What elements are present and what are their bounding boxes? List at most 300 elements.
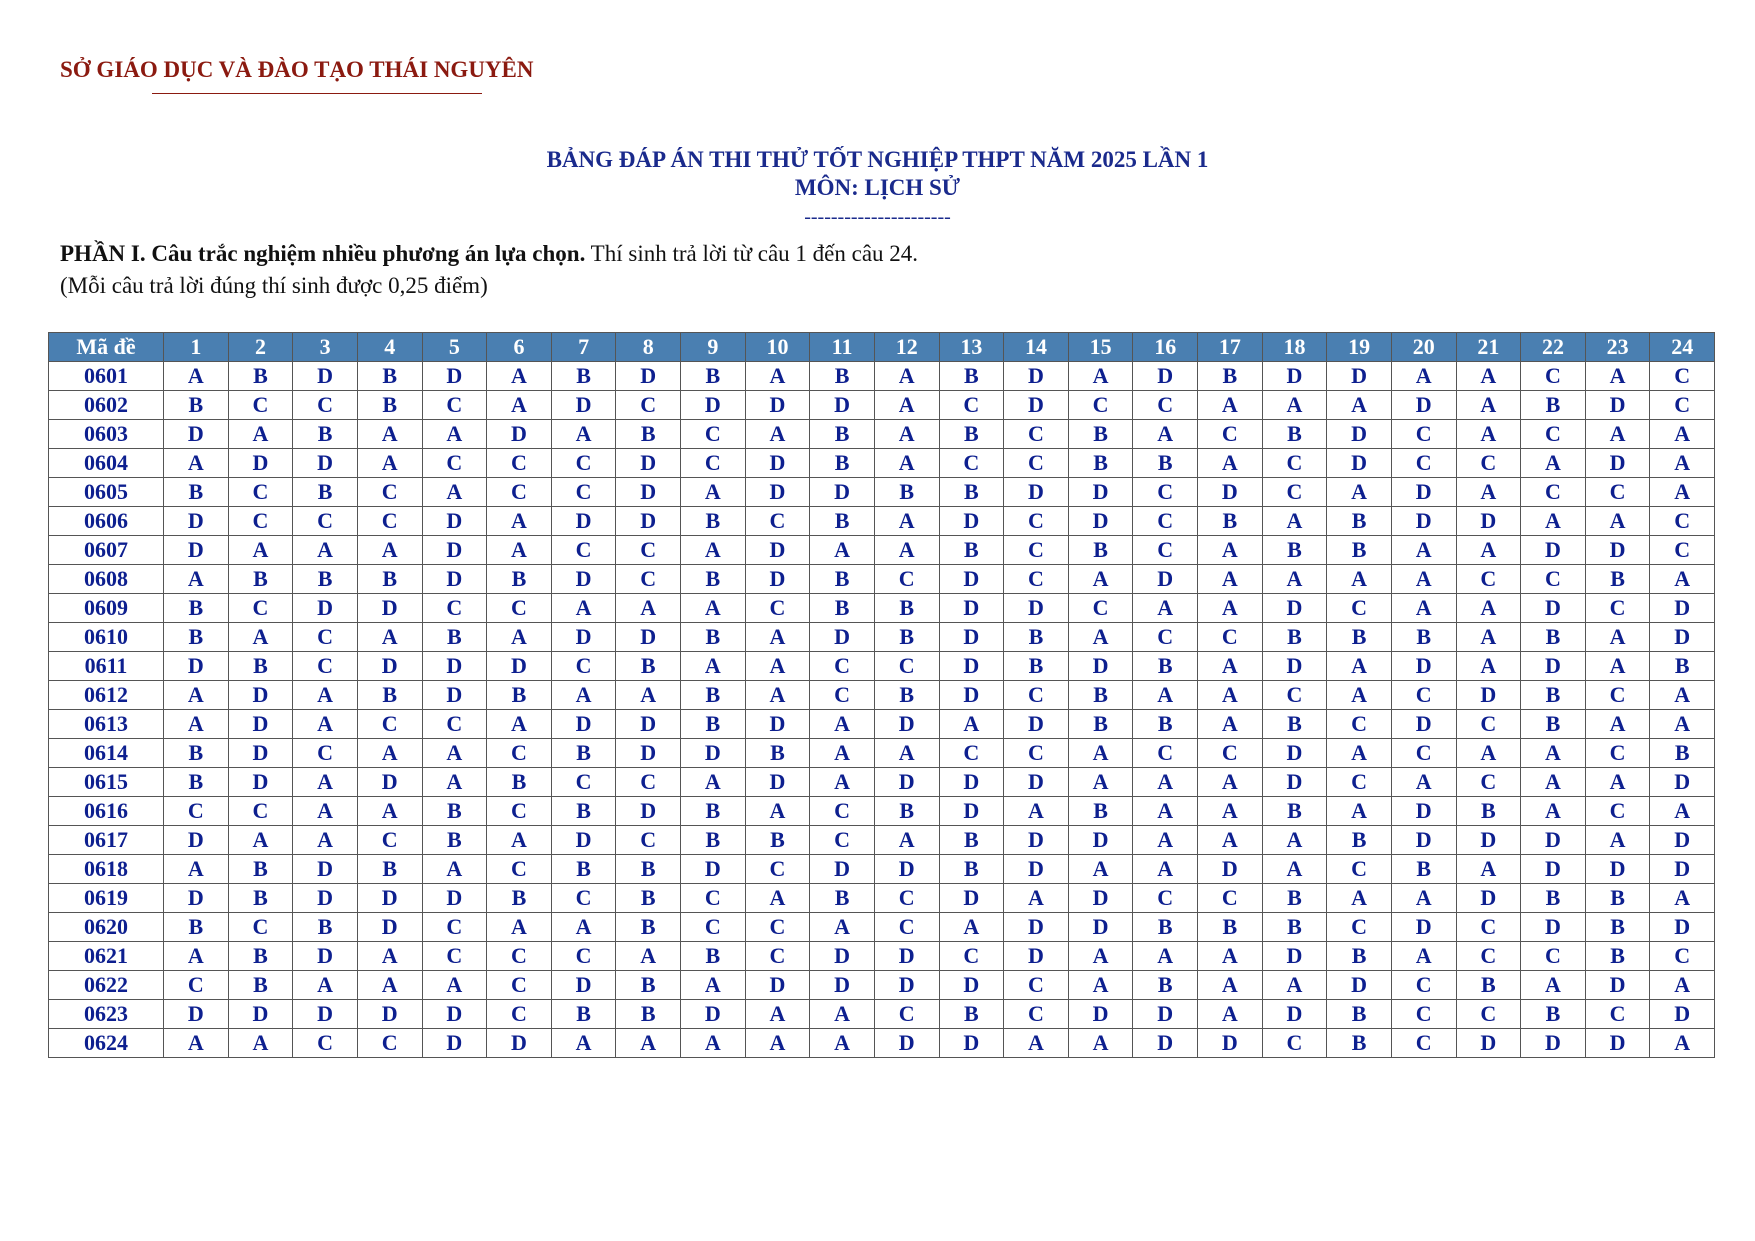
table-body	[49, 362, 1715, 1058]
answer-cell: C	[1521, 942, 1586, 971]
answer-cell: D	[681, 739, 746, 768]
answer-cell: C	[745, 594, 810, 623]
answer-cell: C	[551, 942, 616, 971]
answer-cell: D	[745, 478, 810, 507]
answer-cell: B	[293, 565, 358, 594]
answer-cell: B	[164, 913, 229, 942]
answer-cell: B	[1391, 855, 1456, 884]
answer-cell: B	[1133, 652, 1198, 681]
answer-cell: C	[1391, 1029, 1456, 1058]
answer-cell: C	[1133, 507, 1198, 536]
answer-cell: B	[810, 362, 875, 391]
answer-cell: B	[1456, 797, 1521, 826]
table-row	[49, 884, 1715, 913]
answer-cell: C	[551, 449, 616, 478]
table-row	[49, 565, 1715, 594]
answer-cell: A	[939, 913, 1004, 942]
answer-cell: C	[487, 855, 552, 884]
answer-cell: B	[164, 768, 229, 797]
answer-cell: A	[164, 710, 229, 739]
answer-cell: B	[1585, 565, 1650, 594]
answer-cell: A	[1198, 710, 1263, 739]
answer-cell: A	[1650, 710, 1715, 739]
answer-cell: C	[1391, 449, 1456, 478]
answer-cell: B	[228, 884, 293, 913]
answer-cell: D	[1650, 855, 1715, 884]
exam-code-cell: 0615	[49, 768, 164, 797]
answer-cell: D	[1198, 478, 1263, 507]
answer-cell: C	[422, 391, 487, 420]
answer-cell: C	[1198, 623, 1263, 652]
answer-cell: A	[874, 739, 939, 768]
answer-cell: B	[939, 536, 1004, 565]
answer-cell: D	[1456, 884, 1521, 913]
answer-cell: B	[810, 565, 875, 594]
answer-cell: B	[1456, 971, 1521, 1000]
answer-cell: C	[810, 652, 875, 681]
answer-cell: A	[228, 536, 293, 565]
answer-cell: C	[1068, 391, 1133, 420]
answer-cell: C	[745, 855, 810, 884]
answer-cell: B	[1004, 652, 1069, 681]
answer-cell: B	[228, 362, 293, 391]
answer-cell: B	[810, 594, 875, 623]
answer-cell: A	[1391, 884, 1456, 913]
exam-code-cell: 0622	[49, 971, 164, 1000]
answer-cell: D	[1004, 942, 1069, 971]
answer-cell: C	[1198, 739, 1263, 768]
table-row	[49, 536, 1715, 565]
answer-cell: C	[939, 449, 1004, 478]
answer-cell: B	[939, 855, 1004, 884]
answer-cell: A	[1004, 1029, 1069, 1058]
answer-cell: C	[1327, 768, 1392, 797]
answer-cell: C	[422, 594, 487, 623]
answer-cell: C	[422, 913, 487, 942]
question-column-header: 17	[1198, 333, 1263, 362]
table-row	[49, 855, 1715, 884]
answer-cell: D	[293, 942, 358, 971]
table-row	[49, 449, 1715, 478]
answer-cell: B	[228, 855, 293, 884]
answer-cell: C	[1262, 681, 1327, 710]
answer-cell: A	[164, 855, 229, 884]
table-row	[49, 768, 1715, 797]
answer-cell: A	[1650, 1029, 1715, 1058]
answer-cell: C	[551, 652, 616, 681]
answer-cell: C	[293, 1029, 358, 1058]
answer-cell: A	[228, 1029, 293, 1058]
question-column-header: 1	[164, 333, 229, 362]
answer-cell: D	[1262, 942, 1327, 971]
answer-cell: A	[1327, 565, 1392, 594]
answer-cell: C	[293, 652, 358, 681]
answer-cell: B	[616, 1000, 681, 1029]
answer-cell: C	[487, 594, 552, 623]
answer-cell: A	[745, 1000, 810, 1029]
answer-cell: A	[1262, 826, 1327, 855]
answer-cell: D	[357, 884, 422, 913]
answer-cell: D	[616, 797, 681, 826]
answer-cell: A	[681, 478, 746, 507]
answer-cell: A	[616, 1029, 681, 1058]
answer-cell: A	[487, 913, 552, 942]
answer-cell: B	[551, 362, 616, 391]
answer-cell: C	[551, 478, 616, 507]
answer-cell: A	[1585, 420, 1650, 449]
answer-cell: A	[164, 681, 229, 710]
answer-cell: C	[1521, 420, 1586, 449]
answer-cell: B	[939, 1000, 1004, 1029]
answer-cell: C	[1391, 739, 1456, 768]
answer-cell: D	[939, 797, 1004, 826]
answer-cell: A	[810, 913, 875, 942]
answer-cell: B	[487, 884, 552, 913]
answer-cell: B	[357, 391, 422, 420]
answer-cell: B	[1068, 681, 1133, 710]
answer-cell: B	[1068, 420, 1133, 449]
answer-cell: A	[1650, 797, 1715, 826]
answer-cell: A	[1650, 420, 1715, 449]
answer-cell: A	[810, 768, 875, 797]
answer-cell: A	[1521, 768, 1586, 797]
answer-cell: A	[1262, 971, 1327, 1000]
answer-cell: D	[616, 739, 681, 768]
answer-cell: A	[1133, 797, 1198, 826]
answer-cell: D	[1004, 710, 1069, 739]
answer-cell: D	[1133, 362, 1198, 391]
answer-cell: A	[616, 681, 681, 710]
answer-cell: B	[1004, 623, 1069, 652]
answer-cell: C	[1456, 449, 1521, 478]
answer-cell: A	[1650, 971, 1715, 1000]
answer-cell: A	[1133, 855, 1198, 884]
answer-cell: C	[293, 623, 358, 652]
answer-cell: A	[422, 768, 487, 797]
answer-cell: A	[1198, 594, 1263, 623]
answer-cell: A	[1068, 855, 1133, 884]
answer-cell: A	[1068, 971, 1133, 1000]
answer-cell: A	[293, 826, 358, 855]
answer-cell: C	[1004, 420, 1069, 449]
answer-cell: C	[1585, 594, 1650, 623]
answer-cell: B	[1521, 884, 1586, 913]
answer-cell: D	[810, 971, 875, 1000]
organization-underline	[152, 93, 482, 94]
answer-cell: A	[422, 971, 487, 1000]
answer-cell: D	[1391, 652, 1456, 681]
answer-cell: C	[1456, 768, 1521, 797]
answer-cell: D	[1068, 652, 1133, 681]
answer-cell: A	[1456, 594, 1521, 623]
answer-cell: A	[681, 768, 746, 797]
answer-cell: D	[874, 971, 939, 1000]
answer-cell: C	[1327, 855, 1392, 884]
answer-cell: D	[1650, 594, 1715, 623]
answer-cell: D	[551, 710, 616, 739]
answer-cell: A	[1262, 855, 1327, 884]
table-row	[49, 710, 1715, 739]
answer-cell: C	[293, 391, 358, 420]
answer-cell: C	[874, 884, 939, 913]
answer-cell: D	[1650, 768, 1715, 797]
answer-cell: A	[1198, 826, 1263, 855]
answer-cell: B	[357, 565, 422, 594]
answer-cell: C	[1521, 478, 1586, 507]
table-row	[49, 652, 1715, 681]
answer-cell: D	[939, 652, 1004, 681]
answer-cell: D	[1327, 449, 1392, 478]
answer-cell: C	[228, 913, 293, 942]
answer-cell: B	[1521, 710, 1586, 739]
answer-cell: D	[551, 507, 616, 536]
answer-cell: C	[939, 391, 1004, 420]
answer-cell: A	[939, 710, 1004, 739]
answer-cell: A	[1521, 449, 1586, 478]
answer-cell: A	[1198, 1000, 1263, 1029]
answer-cell: B	[616, 913, 681, 942]
answer-cell: C	[810, 681, 875, 710]
answer-cell: D	[422, 652, 487, 681]
answer-cell: D	[228, 739, 293, 768]
answer-cell: D	[293, 449, 358, 478]
answer-cell: B	[1650, 739, 1715, 768]
answer-cell: A	[357, 739, 422, 768]
answer-cell: A	[745, 681, 810, 710]
answer-cell: B	[164, 478, 229, 507]
answer-cell: B	[551, 1000, 616, 1029]
answer-cell: D	[357, 652, 422, 681]
answer-cell: B	[810, 449, 875, 478]
answer-cell: A	[810, 536, 875, 565]
table-row	[49, 739, 1715, 768]
answer-cell: D	[164, 652, 229, 681]
answer-cell: A	[487, 507, 552, 536]
answer-cell: C	[1391, 1000, 1456, 1029]
answer-cell: D	[874, 942, 939, 971]
answer-cell: B	[1262, 420, 1327, 449]
answer-cell: B	[487, 681, 552, 710]
answer-cell: D	[357, 1000, 422, 1029]
answer-cell: D	[164, 420, 229, 449]
answer-cell: B	[164, 739, 229, 768]
answer-cell: C	[1456, 913, 1521, 942]
answer-cell: C	[616, 536, 681, 565]
answer-cell: B	[1327, 942, 1392, 971]
answer-cell: B	[357, 855, 422, 884]
answer-cell: D	[745, 449, 810, 478]
answer-cell: D	[551, 623, 616, 652]
question-column-header: 11	[810, 333, 875, 362]
answer-cell: D	[874, 855, 939, 884]
table-row	[49, 594, 1715, 623]
answer-cell: D	[1521, 855, 1586, 884]
answer-cell: B	[293, 420, 358, 449]
answer-cell: C	[487, 449, 552, 478]
answer-cell: C	[616, 391, 681, 420]
answer-cell: D	[1198, 1029, 1263, 1058]
answer-cell: D	[939, 623, 1004, 652]
answer-cell: A	[1456, 391, 1521, 420]
answer-cell: D	[810, 391, 875, 420]
answer-cell: A	[1585, 652, 1650, 681]
answer-cell: C	[1327, 913, 1392, 942]
answer-cell: A	[681, 971, 746, 1000]
answer-cell: C	[1456, 942, 1521, 971]
answer-cell: A	[1004, 797, 1069, 826]
answer-cell: C	[357, 478, 422, 507]
answer-cell: C	[745, 942, 810, 971]
answer-cell: C	[1004, 739, 1069, 768]
answer-cell: C	[874, 565, 939, 594]
answer-cell: D	[1004, 478, 1069, 507]
exam-code-cell: 0616	[49, 797, 164, 826]
answer-cell: C	[422, 710, 487, 739]
question-column-header: 5	[422, 333, 487, 362]
answer-cell: A	[874, 449, 939, 478]
answer-cell: D	[1004, 768, 1069, 797]
answer-cell: C	[681, 884, 746, 913]
answer-cell: C	[1585, 1000, 1650, 1029]
answer-cell: B	[1585, 942, 1650, 971]
answer-cell: D	[1650, 913, 1715, 942]
answer-cell: C	[1198, 884, 1263, 913]
answer-cell: A	[681, 536, 746, 565]
answer-cell: C	[1391, 681, 1456, 710]
answer-cell: C	[1521, 565, 1586, 594]
answer-cell: A	[1068, 623, 1133, 652]
title-block	[0, 146, 1755, 232]
answer-cell: A	[293, 971, 358, 1000]
answer-cell: C	[1198, 420, 1263, 449]
answer-cell: D	[1068, 478, 1133, 507]
table-row	[49, 1029, 1715, 1058]
answer-cell: C	[1650, 362, 1715, 391]
answer-cell: C	[1068, 594, 1133, 623]
answer-cell: A	[1068, 739, 1133, 768]
question-column-header: 9	[681, 333, 746, 362]
answer-cell: A	[1650, 884, 1715, 913]
question-column-header: 22	[1521, 333, 1586, 362]
answer-cell: C	[357, 1029, 422, 1058]
answer-cell: B	[681, 826, 746, 855]
answer-cell: D	[1391, 507, 1456, 536]
answer-cell: A	[1327, 478, 1392, 507]
answer-cell: C	[1004, 449, 1069, 478]
answer-cell: C	[422, 449, 487, 478]
answer-cell: D	[293, 362, 358, 391]
answer-cell: C	[616, 565, 681, 594]
answer-cell: D	[1004, 391, 1069, 420]
answer-cell: C	[1585, 797, 1650, 826]
answer-cell: B	[681, 797, 746, 826]
answer-cell: A	[1327, 652, 1392, 681]
answer-cell: A	[1391, 565, 1456, 594]
answer-cell: D	[616, 478, 681, 507]
answer-cell: B	[1262, 884, 1327, 913]
answer-cell: D	[1521, 913, 1586, 942]
answer-cell: D	[164, 884, 229, 913]
answer-cell: C	[228, 507, 293, 536]
answer-cell: D	[164, 1000, 229, 1029]
answer-cell: A	[810, 1029, 875, 1058]
answer-cell: A	[357, 449, 422, 478]
answer-cell: A	[487, 536, 552, 565]
answer-cell: C	[1650, 942, 1715, 971]
code-column-header: Mã đề	[49, 333, 164, 362]
answer-cell: D	[874, 768, 939, 797]
answer-cell: D	[228, 1000, 293, 1029]
answer-cell: B	[1068, 710, 1133, 739]
answer-cell: A	[745, 884, 810, 913]
answer-cell: D	[1521, 536, 1586, 565]
answer-cell: D	[551, 971, 616, 1000]
answer-cell: A	[357, 797, 422, 826]
exam-code-cell: 0623	[49, 1000, 164, 1029]
answer-cell: A	[487, 826, 552, 855]
answer-cell: C	[1004, 565, 1069, 594]
answer-cell: D	[1262, 768, 1327, 797]
answer-cell: D	[1391, 391, 1456, 420]
section-intro	[60, 238, 918, 302]
answer-cell: D	[810, 855, 875, 884]
answer-cell: A	[1650, 449, 1715, 478]
answer-cell: D	[1068, 826, 1133, 855]
answer-cell: A	[1198, 681, 1263, 710]
answer-cell: C	[1521, 362, 1586, 391]
answer-cell: A	[1456, 478, 1521, 507]
exam-code-cell: 0618	[49, 855, 164, 884]
answer-cell: C	[357, 826, 422, 855]
answer-cell: A	[1521, 507, 1586, 536]
table-row	[49, 826, 1715, 855]
answer-cell: D	[1004, 855, 1069, 884]
answer-cell: B	[1327, 1000, 1392, 1029]
question-column-header: 7	[551, 333, 616, 362]
answer-cell: D	[616, 362, 681, 391]
answer-cell: B	[551, 739, 616, 768]
answer-cell: A	[551, 913, 616, 942]
answer-cell: C	[681, 420, 746, 449]
answer-cell: B	[164, 594, 229, 623]
question-column-header: 24	[1650, 333, 1715, 362]
exam-code-cell: 0608	[49, 565, 164, 594]
answer-cell: C	[1133, 623, 1198, 652]
answer-cell: C	[1004, 536, 1069, 565]
table-row	[49, 507, 1715, 536]
answer-cell: A	[681, 1029, 746, 1058]
answer-cell: B	[1262, 536, 1327, 565]
table-row	[49, 623, 1715, 652]
answer-cell: B	[1585, 913, 1650, 942]
answer-cell: A	[293, 768, 358, 797]
answer-cell: B	[874, 681, 939, 710]
answer-cell: A	[810, 1000, 875, 1029]
answer-cell: A	[1327, 797, 1392, 826]
answer-cell: B	[810, 507, 875, 536]
answer-cell: D	[1004, 826, 1069, 855]
answer-cell: D	[1391, 478, 1456, 507]
answer-cell: A	[1198, 449, 1263, 478]
answer-cell: C	[1327, 594, 1392, 623]
table-row	[49, 942, 1715, 971]
answer-cell: D	[1133, 1000, 1198, 1029]
answer-cell: A	[1068, 942, 1133, 971]
answer-cell: C	[357, 710, 422, 739]
answer-cell: B	[616, 652, 681, 681]
answer-cell: C	[1262, 478, 1327, 507]
answer-cell: C	[228, 594, 293, 623]
